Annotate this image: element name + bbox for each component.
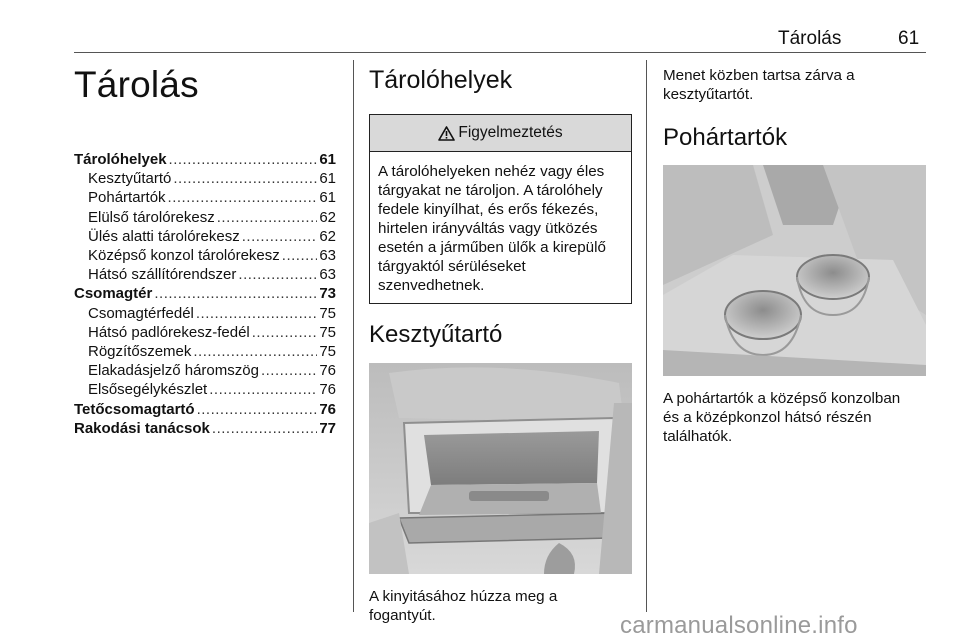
toc-entry-label: Elülső tárolórekesz bbox=[88, 208, 215, 226]
toc-entry[interactable] bbox=[74, 419, 336, 438]
warning-line: tárgyakat ne tároljon. A tárolóhely bbox=[378, 182, 603, 199]
toc-entry-page: 62 bbox=[319, 208, 336, 226]
toc-entry-label: Ülés alatti tárolórekesz bbox=[88, 227, 240, 245]
left-column bbox=[74, 64, 336, 438]
intro-line: Menet közben tartsa zárva a bbox=[663, 67, 855, 84]
toc-entry-page: 77 bbox=[319, 419, 336, 437]
toc-entry[interactable] bbox=[74, 246, 336, 265]
toc-leader-dots bbox=[154, 284, 317, 303]
warning-header bbox=[370, 115, 631, 152]
toc-entry[interactable] bbox=[74, 361, 336, 380]
toc-entry-label: Elsősegélykészlet bbox=[88, 381, 208, 399]
caption-line: A kinyitásához húzza meg a bbox=[369, 588, 558, 605]
column-divider-left bbox=[353, 60, 354, 612]
toc-entry[interactable] bbox=[74, 342, 336, 361]
column-divider-right bbox=[646, 60, 647, 612]
toc-entry[interactable] bbox=[74, 380, 336, 399]
toc-entry-page: 62 bbox=[319, 227, 336, 245]
toc-entry-label: Tetőcsomagtartó bbox=[74, 400, 195, 418]
toc-entry-label: Kesztyűtartó bbox=[88, 170, 172, 188]
toc-leader-dots bbox=[173, 169, 317, 188]
section-title-storage: Tárolóhelyek bbox=[369, 66, 513, 94]
toc-entry-page: 61 bbox=[319, 170, 336, 188]
glovebox-photo bbox=[369, 363, 632, 574]
toc-leader-dots bbox=[209, 380, 317, 399]
middle-column bbox=[369, 66, 632, 625]
toc-entry-label: Tárolóhelyek bbox=[74, 151, 167, 168]
toc-entry-page: 76 bbox=[319, 381, 336, 399]
toc-entry-page: 63 bbox=[319, 247, 336, 265]
toc-leader-dots bbox=[217, 208, 318, 227]
cupholder-illustration bbox=[663, 165, 926, 376]
subsection-title-cupholders: Pohártartók bbox=[663, 124, 788, 151]
toc-entry-page: 76 bbox=[319, 400, 336, 418]
toc-entry-page: 75 bbox=[319, 323, 336, 341]
toc-entry-label: Csomagtér bbox=[74, 285, 153, 303]
table-of-contents bbox=[74, 150, 336, 438]
toc-entry-page: 76 bbox=[319, 362, 336, 380]
toc-entry-page: 63 bbox=[319, 266, 336, 284]
toc-entry-label: Középső konzol tárolórekesz bbox=[88, 247, 280, 265]
caption-line: fogantyút. bbox=[369, 607, 436, 624]
intro-line: kesztyűtartót. bbox=[663, 86, 754, 103]
toc-leader-dots bbox=[196, 304, 317, 323]
toc-leader-dots bbox=[169, 150, 318, 169]
caption-line: A pohártartók a középső konzolban bbox=[663, 390, 901, 407]
warning-line: esetén a járműben ülők a kirepülő bbox=[378, 239, 606, 256]
cupholder-photo bbox=[663, 165, 926, 376]
toc-entry[interactable] bbox=[74, 304, 336, 323]
toc-entry[interactable] bbox=[74, 400, 336, 419]
toc-leader-dots bbox=[238, 265, 317, 284]
toc-entry[interactable] bbox=[74, 208, 336, 227]
toc-entry-label: Rakodási tanácsok bbox=[74, 419, 210, 437]
toc-entry-page: 61 bbox=[319, 189, 336, 207]
toc-entry[interactable] bbox=[74, 169, 336, 188]
glovebox-caption bbox=[369, 587, 632, 625]
toc-entry-label: Hátsó padlórekesz-fedél bbox=[88, 323, 250, 341]
header-title: Tárolás bbox=[778, 28, 842, 49]
toc-leader-dots bbox=[168, 188, 318, 207]
warning-box bbox=[369, 114, 632, 304]
toc-entry[interactable] bbox=[74, 265, 336, 284]
toc-leader-dots bbox=[197, 400, 318, 419]
warning-line: hirtelen irányváltás vagy ütközés bbox=[378, 220, 598, 237]
toc-entry-label: Rögzítőszemek bbox=[88, 343, 192, 361]
toc-entry-page: 75 bbox=[319, 343, 336, 361]
chapter-title: Tárolás bbox=[74, 64, 199, 105]
toc-entry-page: 73 bbox=[319, 285, 336, 303]
toc-entry[interactable] bbox=[74, 150, 336, 169]
header-rule bbox=[74, 52, 926, 53]
toc-leader-dots bbox=[252, 323, 318, 342]
warning-line: tárgyaktól sérüléseket bbox=[378, 258, 526, 275]
subsection-title-glovebox: Kesztyűtartó bbox=[369, 321, 503, 348]
warning-triangle-icon bbox=[438, 126, 455, 141]
toc-entry-page: 75 bbox=[319, 304, 336, 322]
toc-leader-dots bbox=[282, 246, 318, 265]
warning-line: A tárolóhelyeken nehéz vagy éles bbox=[378, 163, 605, 180]
warning-title: Figyelmeztetés bbox=[458, 124, 563, 141]
toc-leader-dots bbox=[212, 419, 317, 438]
warning-line: szenvedhetnek. bbox=[378, 277, 485, 294]
caption-line: találhatók. bbox=[663, 428, 733, 445]
toc-entry-label: Csomagtérfedél bbox=[88, 304, 194, 322]
toc-entry-label: Pohártartók bbox=[88, 189, 166, 207]
page-number: 61 bbox=[898, 28, 920, 49]
cupholder-caption bbox=[663, 389, 926, 446]
toc-entry[interactable] bbox=[74, 188, 336, 207]
watermark: carmanualsonline.info bbox=[620, 612, 858, 639]
toc-entry-label: Elakadásjelző háromszög bbox=[88, 362, 259, 380]
toc-entry-page: 61 bbox=[319, 151, 336, 168]
toc-leader-dots bbox=[242, 227, 318, 246]
toc-entry[interactable] bbox=[74, 227, 336, 246]
toc-leader-dots bbox=[261, 361, 317, 380]
toc-entry-label: Hátsó szállítórendszer bbox=[88, 266, 237, 284]
toc-leader-dots bbox=[193, 342, 317, 361]
warning-text bbox=[370, 152, 631, 303]
toc-entry[interactable] bbox=[74, 323, 336, 342]
warning-line: fedele kinyílhat, és erős fékezés, bbox=[378, 201, 599, 218]
right-column bbox=[663, 66, 926, 446]
caption-line: és a középkonzol hátsó részén bbox=[663, 409, 872, 426]
glovebox-intro-text bbox=[663, 66, 926, 104]
toc-entry[interactable] bbox=[74, 284, 336, 303]
glovebox-illustration bbox=[369, 363, 632, 574]
